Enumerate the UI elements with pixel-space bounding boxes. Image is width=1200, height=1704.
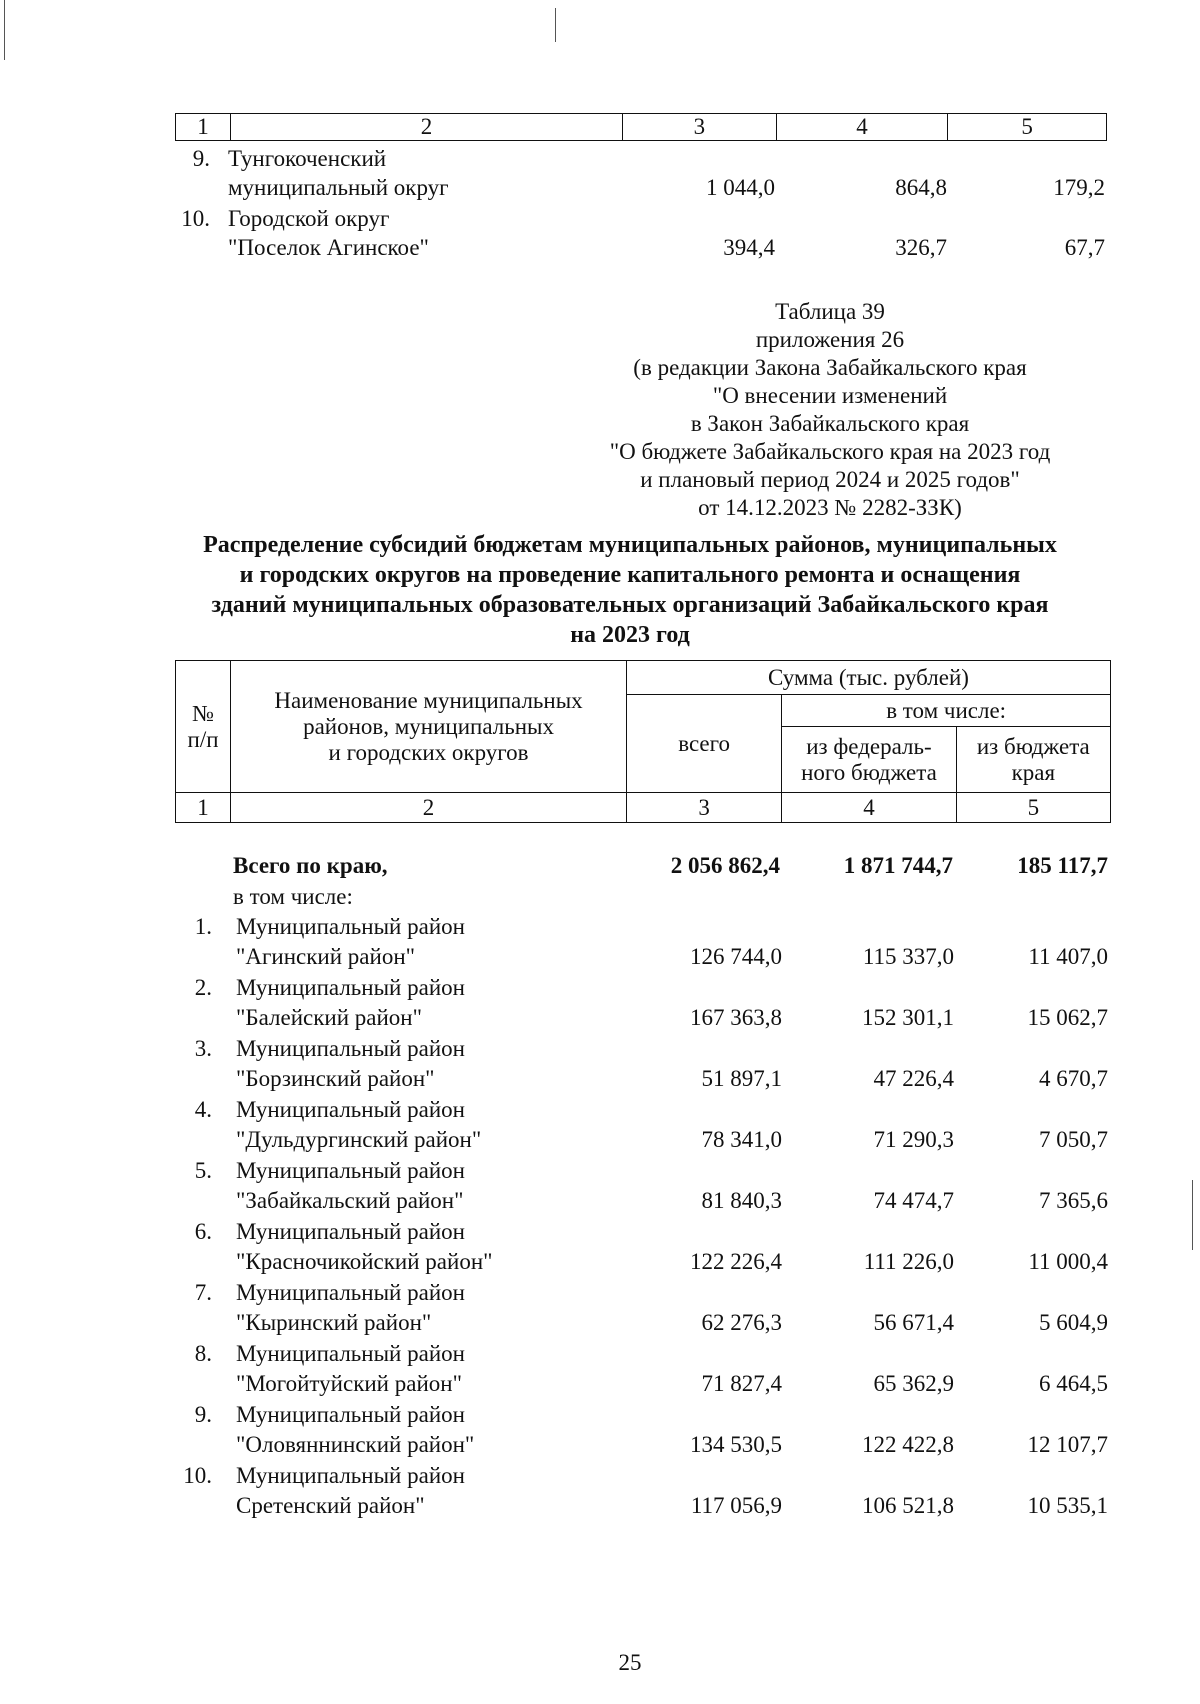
header-total-cell: всего: [626, 695, 781, 793]
row-total: 78 341,0: [701, 1127, 782, 1152]
row-name-line1: Тунгокоченский: [228, 146, 387, 171]
caption-line: и плановый период 2024 и 2025 годов": [640, 467, 1020, 492]
header-name-line3: и городских округов: [328, 739, 529, 765]
row-name-line2: "Балейский район": [236, 1005, 422, 1030]
row-name-line2: "Поселок Агинское": [228, 235, 429, 260]
row-name-line1: Муниципальный район: [236, 1158, 465, 1183]
title-line: Распределение субсидий бюджетам муниципальных районов, муниципальных: [203, 532, 1057, 558]
row-number: 5.: [194, 1158, 212, 1183]
row-regional: 12 107,7: [1027, 1432, 1108, 1457]
row-regional: 7 050,7: [1039, 1127, 1108, 1152]
title-line: и городских округов на проведение капитального ремонта и оснащения: [239, 562, 1021, 588]
row-number: 3.: [194, 1036, 212, 1061]
row-regional: 4 670,7: [1039, 1066, 1108, 1091]
header-num-cell: [176, 661, 231, 793]
row-federal: 106 521,8: [862, 1493, 954, 1518]
table-row: [0, 204, 1200, 262]
header-num-line2: п/п: [187, 726, 219, 752]
table-header: [175, 660, 1111, 823]
row-total: 126 744,0: [690, 944, 782, 969]
table-row: [0, 1400, 1200, 1458]
row-total: 117 056,9: [690, 1493, 782, 1518]
colnum-4: 4: [782, 793, 956, 823]
row-name-line2: "Борзинский район": [236, 1066, 435, 1091]
colnum-5: 5: [956, 793, 1110, 823]
row-number: 8.: [194, 1341, 212, 1366]
scan-mark-left: [4, 0, 5, 60]
caption-line: (в редакции Закона Забайкальского края: [633, 355, 1027, 380]
colnum-2: 2: [231, 793, 627, 823]
row-number: 9.: [192, 146, 210, 171]
row-regional: 15 062,7: [1027, 1005, 1108, 1030]
caption-line: "О бюджете Забайкальского края на 2023 год: [609, 439, 1051, 464]
caption-line: "О внесении изменений: [712, 383, 948, 408]
header-regional-line2: края: [1011, 759, 1056, 785]
row-name-line1: Муниципальный район: [236, 1219, 465, 1244]
row-regional: 11 000,4: [1028, 1249, 1108, 1274]
row-total: 1 044,0: [706, 175, 775, 200]
row-federal: 864,8: [895, 175, 947, 200]
title-line: зданий муниципальных образовательных организаций Забайкальского края: [211, 592, 1049, 618]
row-federal: 152 301,1: [862, 1005, 954, 1030]
header-regional-line1: из бюджета: [976, 733, 1090, 759]
header-federal-line2: ного бюджета: [801, 759, 937, 785]
table-caption: [560, 298, 1100, 522]
row-regional: 6 464,5: [1039, 1371, 1108, 1396]
prev-table-colnum-row: [175, 113, 1107, 141]
caption-line: приложения 26: [755, 327, 905, 352]
header-name-line1: Наименование муниципальных: [274, 687, 583, 713]
table-row: [0, 1217, 1200, 1275]
row-name-line2: "Забайкальский район": [236, 1188, 464, 1213]
row-federal: 56 671,4: [873, 1310, 954, 1335]
caption-line: от 14.12.2023 № 2282-ЗЗК): [698, 495, 962, 520]
table-row: [0, 1095, 1200, 1153]
row-regional: 11 407,0: [1028, 944, 1108, 969]
header-name-cell: [231, 661, 627, 793]
table-row: [0, 1461, 1200, 1519]
prev-colnum-3: 3: [623, 114, 777, 141]
row-number: 10.: [183, 1463, 212, 1488]
table-row: [0, 912, 1200, 970]
row-regional: 5 604,9: [1039, 1310, 1108, 1335]
page-number: 25: [618, 1650, 642, 1675]
row-name-line1: Муниципальный район: [236, 1036, 465, 1061]
grand-total-regional: 185 117,7: [1017, 853, 1108, 878]
row-name-line2: "Кыринский район": [236, 1310, 432, 1335]
incl-label: в том числе:: [233, 884, 353, 909]
header-sum-cell: Сумма (тыс. рублей): [626, 661, 1110, 695]
row-name-line2: Сретенский район": [236, 1493, 425, 1518]
row-regional: 10 535,1: [1027, 1493, 1108, 1518]
row-name-line1: Городской округ: [228, 206, 390, 231]
header-num-line1: №: [192, 700, 215, 726]
colnum-3: 3: [626, 793, 781, 823]
row-total: 51 897,1: [701, 1066, 782, 1091]
row-total: 71 827,4: [701, 1371, 782, 1396]
grand-total-total: 2 056 862,4: [670, 853, 780, 878]
row-number: 1.: [194, 914, 212, 939]
row-name-line2: "Оловяннинский район": [236, 1432, 475, 1457]
row-name-line2: "Красночикойский район": [236, 1249, 493, 1274]
header-incl-cell: в том числе:: [782, 695, 1111, 727]
header-federal-cell: [782, 727, 956, 793]
row-total: 167 363,8: [690, 1005, 782, 1030]
caption-line: в Закон Забайкальского края: [690, 411, 970, 436]
row-name-line2: "Агинский район": [236, 944, 416, 969]
row-number: 4.: [194, 1097, 212, 1122]
row-number: 10.: [181, 206, 210, 231]
prev-colnum-4: 4: [776, 114, 948, 141]
row-federal: 122 422,8: [862, 1432, 954, 1457]
row-regional: 7 365,6: [1039, 1188, 1108, 1213]
row-total: 394,4: [723, 235, 775, 260]
table-row: [0, 144, 1200, 202]
scan-mark-top: [555, 8, 556, 42]
table-row: [0, 1156, 1200, 1214]
document-title: [140, 530, 1120, 650]
row-name-line1: Муниципальный район: [236, 1341, 465, 1366]
row-federal: 115 337,0: [862, 944, 954, 969]
header-name-line2: районов, муниципальных: [303, 713, 554, 739]
table-row: [0, 1339, 1200, 1397]
row-name-line1: Муниципальный район: [236, 914, 465, 939]
row-federal: 71 290,3: [873, 1127, 954, 1152]
grand-total-label: Всего по краю,: [233, 853, 388, 878]
row-regional: 179,2: [1053, 175, 1105, 200]
row-number: 2.: [194, 975, 212, 1000]
row-name-line1: Муниципальный район: [236, 1463, 465, 1488]
header-regional-cell: [956, 727, 1110, 793]
row-federal: 47 226,4: [873, 1066, 954, 1091]
row-name-line2: муниципальный округ: [228, 175, 449, 200]
row-number: 7.: [194, 1280, 212, 1305]
row-number: 6.: [194, 1219, 212, 1244]
caption-line: Таблица 39: [775, 299, 885, 324]
row-name-line2: "Могойтуйский район": [236, 1371, 462, 1396]
prev-colnum-2: 2: [230, 114, 622, 141]
row-federal: 326,7: [895, 235, 947, 260]
row-federal: 74 474,7: [873, 1188, 954, 1213]
row-name-line1: Муниципальный район: [236, 975, 465, 1000]
row-name-line1: Муниципальный район: [236, 1402, 465, 1427]
row-number: 9.: [194, 1402, 212, 1427]
row-federal: 65 362,9: [873, 1371, 954, 1396]
table-row: [0, 1278, 1200, 1336]
row-regional: 67,7: [1064, 235, 1105, 260]
prev-colnum-5: 5: [948, 114, 1107, 141]
row-name-line1: Муниципальный район: [236, 1097, 465, 1122]
colnum-1: 1: [176, 793, 231, 823]
row-total: 62 276,3: [701, 1310, 782, 1335]
row-total: 81 840,3: [701, 1188, 782, 1213]
grand-total-federal: 1 871 744,7: [843, 853, 953, 878]
row-name-line2: "Дульдургинский район": [236, 1127, 482, 1152]
table-row: [0, 1034, 1200, 1092]
header-federal-line1: из федераль-: [806, 733, 932, 759]
title-line: на 2023 год: [570, 622, 690, 648]
table-row: [0, 973, 1200, 1031]
row-name-line1: Муниципальный район: [236, 1280, 465, 1305]
row-total: 122 226,4: [690, 1249, 782, 1274]
row-federal: 111 226,0: [863, 1249, 954, 1274]
prev-colnum-1: 1: [176, 114, 231, 141]
row-total: 134 530,5: [690, 1432, 782, 1457]
